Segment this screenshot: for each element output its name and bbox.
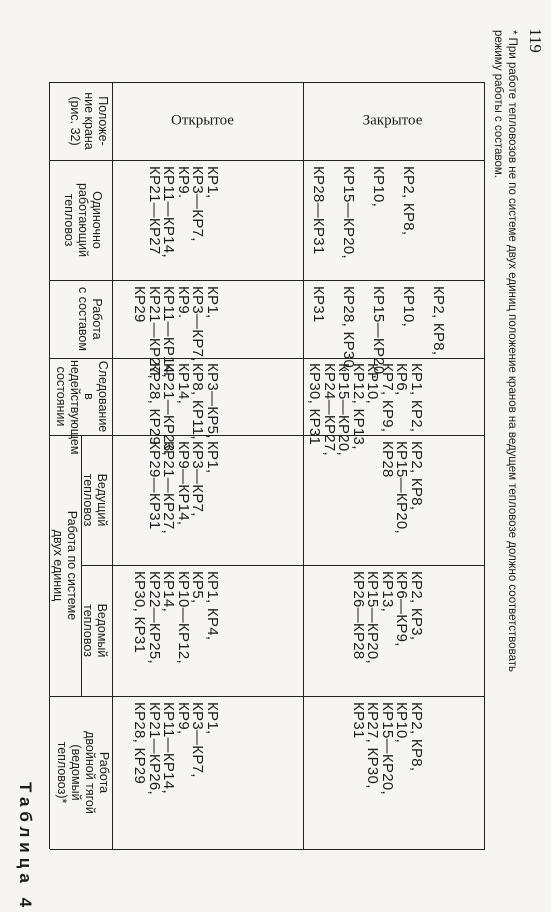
footnote-line: * При работе тепловозов не по системе двух единиц положение кранов на ведущем тепловозе должно соответствовать [506,30,518,673]
cell-line: КР15—КР20, [393,441,411,535]
table-border-bottom [484,82,485,849]
cell-line: КР9. [175,166,192,199]
cell-line: КР2, КР3, [408,571,425,641]
cell-open-single [147,166,220,258]
col-divider [50,696,485,697]
header-pair-lead: Ведущий тепловоз [81,473,109,527]
cell-line: КР29 [131,286,149,323]
cell-line: КР5, [189,571,207,604]
cell-line: КР15—КР20, [335,363,353,457]
table-border-top [49,82,50,849]
header-train: Работа с составом [76,287,104,351]
cell-line: КР10, [400,286,417,328]
cell-open-double [132,702,219,795]
cell-line: КР14, [160,571,178,613]
cell-line: КР14, [175,363,192,405]
cell-line: КР28, КР29 [131,702,149,785]
col-divider [50,280,485,281]
cell-closed-double [351,702,424,795]
cell-line: КР15—КР20, [379,702,396,796]
cell-line: КР11—КР14, [160,166,178,258]
table-border-left [50,82,485,83]
header-double: Работа двойной тягой (ведомый тепловоз)* [55,731,111,814]
cell-line: КР3—КР5, [204,363,221,439]
cell-line: КР10, [393,702,411,744]
cell-line: КР6, [393,363,411,396]
cell-line: КР11—КР14, [160,702,178,794]
cell-open-pair-slave [132,571,219,664]
cell-closed-single [303,166,423,259]
cell-line: КР30, КР31 [306,363,324,446]
header-separator [112,82,113,849]
cell-line: КР7, КР9, [379,363,396,433]
cell-line: КР28, КР29 [146,363,163,446]
cell-line: КР1, [204,702,221,735]
cell-closed-pair-lead [380,441,424,534]
cell-line: КР28, КР30, [340,286,357,373]
cell-open-pair-lead [147,441,220,534]
cell-closed-pair-slave [351,571,424,664]
cell-line: КР2, КР8, [400,166,417,236]
row-label-open: Открытое [171,112,234,129]
cell-line: КР3—КР7, [189,441,207,517]
cell-line: КР28 [379,441,396,478]
cell-line: КР24—КР27, [321,363,338,457]
cell-line: КР2, КР8, [430,286,447,356]
table-border-right [50,849,485,850]
cell-line: КР10—КР12, [175,571,192,665]
cell-line: КР9, [175,702,192,735]
header-inactive: Следование в недействующем состоянии [54,360,110,455]
cell-line: КР10, [370,166,387,208]
cell-line: КР12, КР13, [350,363,367,450]
header-pair: Работа по системе двух единиц [51,510,79,621]
cell-line: КР10, [364,363,382,405]
cell-line: КР21—КР27 [146,166,163,255]
cell-line: КР31 [310,286,327,323]
cell-line: КР21—КР27, [146,286,163,380]
cell-line: КР22—КР25, [146,571,163,665]
cell-line: КР29—КР31 [146,441,163,530]
header-pair-slave: Ведомый тепловоз [81,603,109,658]
footnote-line: режиму работы с составом. [492,30,504,178]
table-caption: Таблица 4 [16,782,35,912]
cell-line: КР27, КР30, [364,702,382,789]
header-single: Одиночно работающий тепловоз [62,183,104,257]
cell-line: КР1, КР2, [408,363,425,433]
row-label-closed: Закрытое [362,112,423,129]
cell-line: КР21—КР27, [160,441,178,535]
col-divider [82,565,485,566]
cell-line: КР21—КР26, [146,702,163,796]
cell-line: КР28—КР31 [310,166,327,255]
cell-line: КР3—КР7, [189,166,207,242]
cell-line: КР30, КР31 [131,571,149,654]
cell-line: КР26—КР28 [350,571,367,660]
cell-line: КР2, КР8, [408,441,425,511]
cell-line: КР2, КР8, [408,702,425,772]
cell-line: КР9. [175,286,192,319]
cell-line: КР3—КР7, [189,286,207,362]
cell-line: КР6—КР9, [393,571,411,647]
cell-line: КР15—КР20, [340,166,357,260]
cell-line: КР15—КР20, [364,571,382,665]
cell-line: КР1, [204,166,221,199]
cell-line: КР1, [204,441,221,474]
cell-line: КР13, [379,571,396,613]
page-number: 119 [526,28,545,53]
cell-line: КР3—КР7, [189,702,207,778]
cell-line: КР1, КР4, [204,571,221,641]
header-position: Положе- ние крана (рис. 32) [68,92,110,150]
col-divider [50,160,485,161]
cell-line: КР8, КР11, [189,363,207,440]
cell-line: КР11—КР14, [160,286,178,378]
footnote [491,30,519,850]
cell-line: КР9—КР14, [175,441,192,526]
cell-line: КР21—КР23, [160,363,178,457]
cell-line: КР15—КР20, [370,286,387,380]
cell-line: КР1, [204,286,221,319]
cell-line: КР31 [350,702,367,739]
